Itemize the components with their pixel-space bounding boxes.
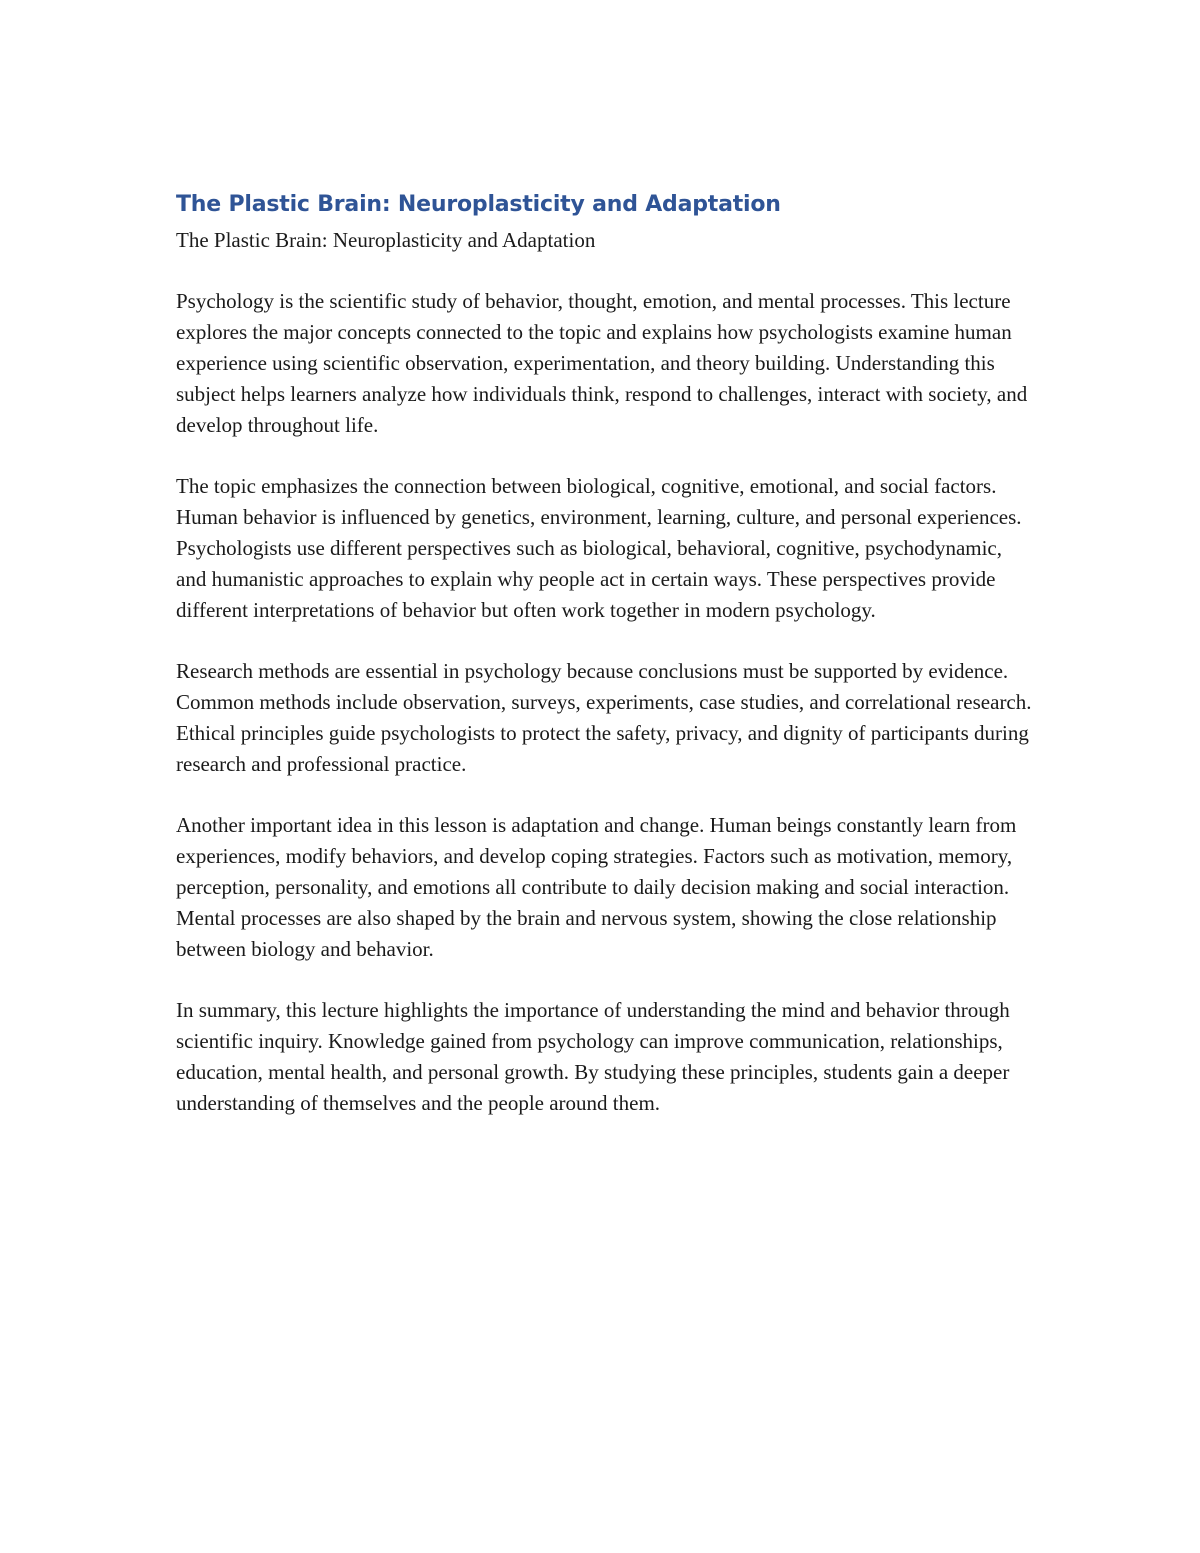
paragraph-adaptation: Another important idea in this lesson is adaptation and change. Human beings constantly learn from experiences, modify behaviors, and develop coping strategies. Factors such as motivation, memory, perception, personality, and emotions all contribute to daily decision making and social interaction. Mental processes are also shaped by the brain and nervous system, showing the close relationship between biology and behavior. [176,813,1017,961]
paragraph-summary: In summary, this lecture highlights the importance of understanding the mind and behavior through scientific inquiry. Knowledge gained from psychology can improve communication, relationships, education, mental health, and personal growth. By studying these principles, students gain a deeper understanding of themselves and the people around them. [176,998,1010,1115]
document-body [176,189,1036,1119]
paragraph-research-methods: Research methods are essential in psychology because conclusions must be supported by evidence. Common methods include observation, surveys, experiments, case studies, and correlational research. Ethical principles guide psychologists to protect the safety, privacy, and dignity of participants during research and professional practice. [176,659,1032,776]
document-title: The Plastic Brain: Neuroplasticity and Adaptation [176,192,781,217]
paragraph-intro: Psychology is the scientific study of behavior, thought, emotion, and mental processes. This lecture explores the major concepts connected to the topic and explains how psychologists examine human experience using scientific observation, experimentation, and theory building. Understanding this subject helps learners analyze how individuals think, respond to challenges, interact with society, and develop throughout life. [176,289,1028,437]
document-subtitle: The Plastic Brain: Neuroplasticity and Adaptation [176,228,596,252]
paragraph-perspectives: The topic emphasizes the connection between biological, cognitive, emotional, and social factors. Human behavior is influenced by genetics, environment, learning, culture, and personal experiences. Psychologists use different perspectives such as biological, behavioral, cognitive, psychodynamic, and humanistic approaches to explain why people act in certain ways. These perspectives provide different interpretations of behavior but often work together in modern psychology. [176,474,1022,622]
